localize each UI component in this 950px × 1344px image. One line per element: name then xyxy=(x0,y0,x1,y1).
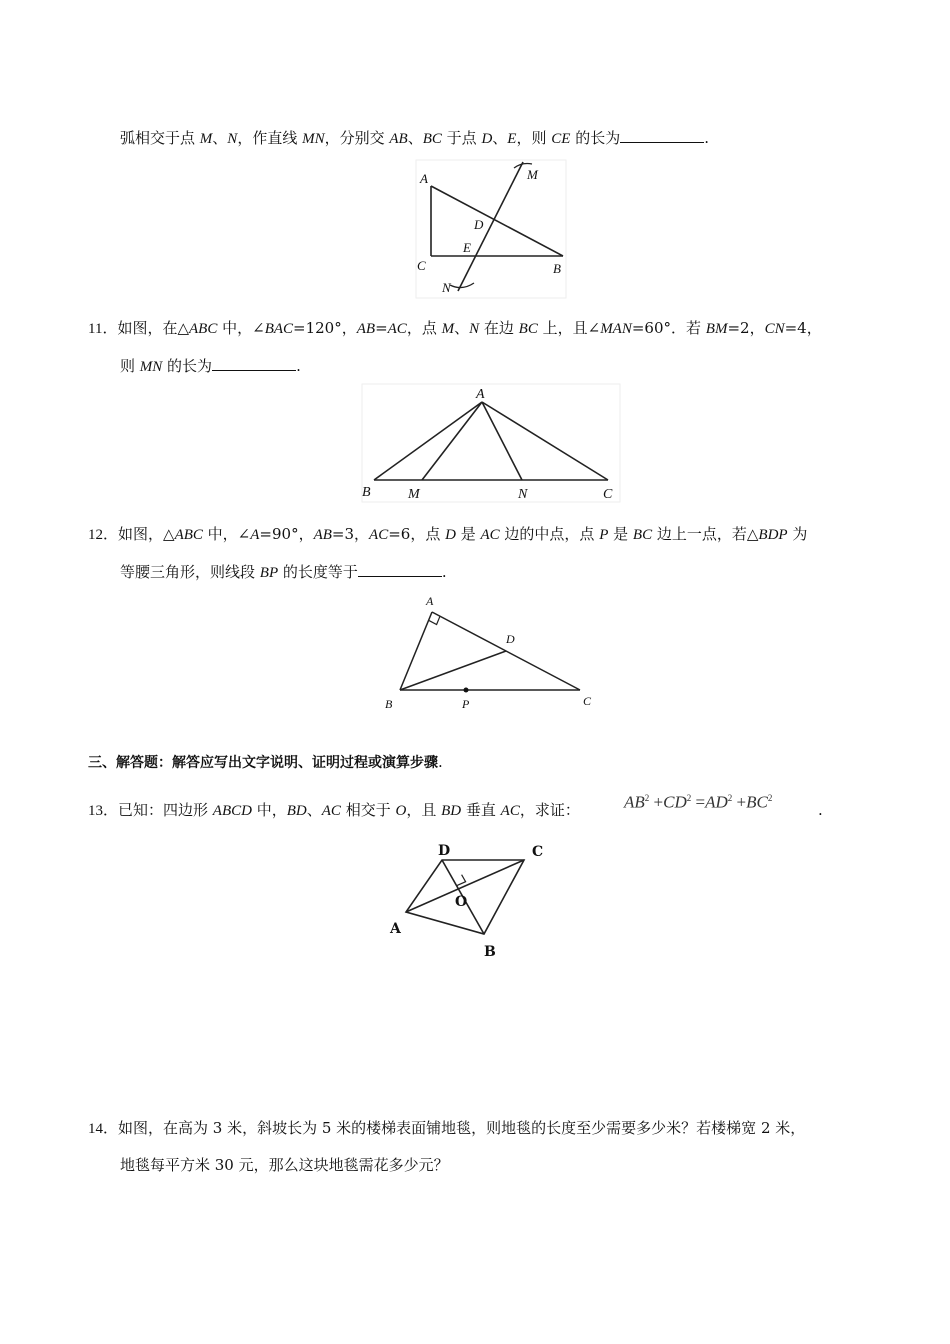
label-b: B xyxy=(385,697,393,711)
q12-line1: 12．如图，△ABC 中，∠A=90°，AB=3，AC=6，点 D 是 AC 边的中点，点 P 是 BC 边上一点，若△BDP 为 xyxy=(88,525,808,543)
q14-line2: 地毯每平方米 30 元，那么这块地毯需花多少元？ xyxy=(120,1156,449,1174)
label-a: A xyxy=(476,387,485,402)
q13-end: . xyxy=(818,801,823,819)
segment-ab xyxy=(374,402,482,480)
right-angle-mark xyxy=(457,875,466,886)
q14-line1: 14．如图，在高为 3 米，斜坡长为 5 米的楼梯表面铺地毯，则地毯的长度至少需要多少米？若楼梯宽 2 米， xyxy=(88,1119,806,1137)
label-o: O xyxy=(455,894,468,910)
label-d: D xyxy=(506,632,515,646)
label-n: N xyxy=(518,487,528,502)
segment-ab xyxy=(400,612,432,690)
segment-bd xyxy=(400,651,506,690)
label-c: C xyxy=(532,844,544,860)
label-d: D xyxy=(438,843,451,859)
figure-frame xyxy=(416,160,566,298)
answer-blank xyxy=(212,356,296,371)
label-n: N xyxy=(442,280,451,295)
segment-am xyxy=(422,402,482,480)
q12-figure xyxy=(380,592,600,716)
q11-line1: 11．如图，在△ABC 中，∠BAC=120°，AB=AC，点 M、N 在边 BC 上，且∠MAN=60°．若 BM=2，CN=4， xyxy=(88,319,822,337)
q13-figure xyxy=(384,838,556,964)
q13-formula: $AB^2 +CD^2 =AD^2 +BC^2$ xyxy=(624,792,773,812)
label-p: P xyxy=(462,697,470,711)
line-mn xyxy=(458,162,523,291)
segment-ab xyxy=(431,186,563,256)
point-p xyxy=(464,688,469,693)
answer-blank xyxy=(620,128,704,143)
q10-text: 弧相交于点 M、N，作直线 MN，分别交 AB、BC 于点 D、E，则 CE 的长为 . xyxy=(120,129,709,147)
segment-ac xyxy=(482,402,608,480)
label-c: C xyxy=(583,694,592,708)
label-b: B xyxy=(484,944,496,960)
answer-blank xyxy=(358,562,442,577)
q11-figure xyxy=(360,382,622,504)
q13-line1: 13．已知：四边形 ABCD 中，BD、AC 相交于 O，且 BD 垂直 AC，求证： xyxy=(88,801,580,819)
label-m: M xyxy=(408,487,420,502)
label-a: A xyxy=(426,594,434,608)
label-m: M xyxy=(527,167,538,182)
label-d: D xyxy=(474,217,484,232)
label-b: B xyxy=(553,261,561,276)
label-e: E xyxy=(463,240,471,255)
q12-line2: 等腰三角形，则线段 BP 的长度等于 . xyxy=(120,563,447,581)
label-a: A xyxy=(420,171,428,186)
section-heading: 三、解答题：解答应写出文字说明、证明过程或演算步骤. xyxy=(88,753,443,771)
label-c: C xyxy=(417,258,426,273)
label-b: B xyxy=(362,485,371,500)
q11-line2: 则 MN 的长为 . xyxy=(120,357,301,375)
q10-figure xyxy=(410,158,570,300)
label-c: C xyxy=(603,487,613,502)
figure-frame xyxy=(362,384,620,502)
label-a: A xyxy=(390,921,401,937)
